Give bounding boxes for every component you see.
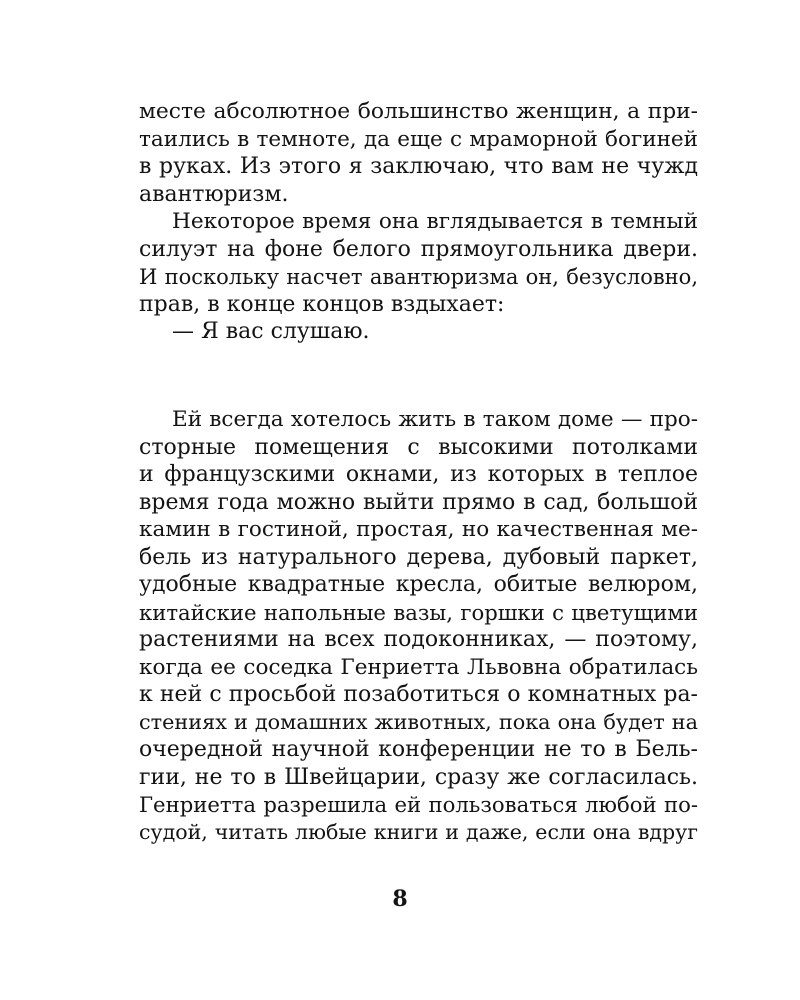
text-line: прав, в конце концов вздыхает: (139, 291, 505, 317)
text-line: гии, не то в Швейцарии, сразу же согласилась. (139, 764, 698, 790)
text-line: китайские напольные вазы, горшки с цветущими (139, 599, 698, 625)
text-line: бель из натурального дерева, дубовый паркет, (139, 544, 698, 570)
text-block-top (139, 98, 698, 346)
text-line: очередной научной конференции не то в Бель- (139, 737, 698, 762)
text-line: стениях и домашних животных, пока она будет на (139, 709, 698, 734)
text-line: когда ее соседка Генриетта Львовна обратилась (139, 654, 698, 680)
text-line: растениями на всех подоконниках, — поэтому, (139, 627, 698, 652)
text-line: удобные квадратные кресла, обитые велюром, (139, 572, 698, 597)
text-line: И поскольку насчет авантюризма он, безусловно, (139, 264, 698, 289)
text-line: таились в темноте, да еще с мраморной богиней (139, 126, 698, 152)
text-line: в руках. Из этого я заключаю, что вам не чужд (139, 154, 698, 179)
text-line: месте абсолютное большинство женщин, а при- (139, 99, 698, 124)
text-line: судой, читать любые книги и даже, если она вдруг (139, 819, 698, 844)
text-line: Генриетта разрешила ей пользоваться любой по- (139, 792, 698, 817)
text-line: камин в гостиной, простая, но качественная ме- (139, 517, 698, 542)
text-block-bottom (139, 406, 698, 846)
page-number: 8 (392, 886, 408, 912)
text-line: авантюризм. (139, 181, 289, 207)
text-line: и французскими окнами, из которых в теплое (139, 462, 698, 487)
text-line: к ней с просьбой позаботиться о комнатных ра- (139, 682, 698, 707)
text-line: сторные помещения с высокими потолками (139, 434, 698, 460)
text-line: Некоторое время она вглядывается в темный (172, 209, 698, 234)
dialogue-line: — Я вас слушаю. (172, 319, 370, 344)
text-line: силуэт на фоне белого прямоугольника двери. (139, 236, 698, 262)
text-line: Ей всегда хотелось жить в таком доме — про- (172, 407, 698, 432)
text-line: время года можно выйти прямо в сад, большой (139, 489, 698, 515)
